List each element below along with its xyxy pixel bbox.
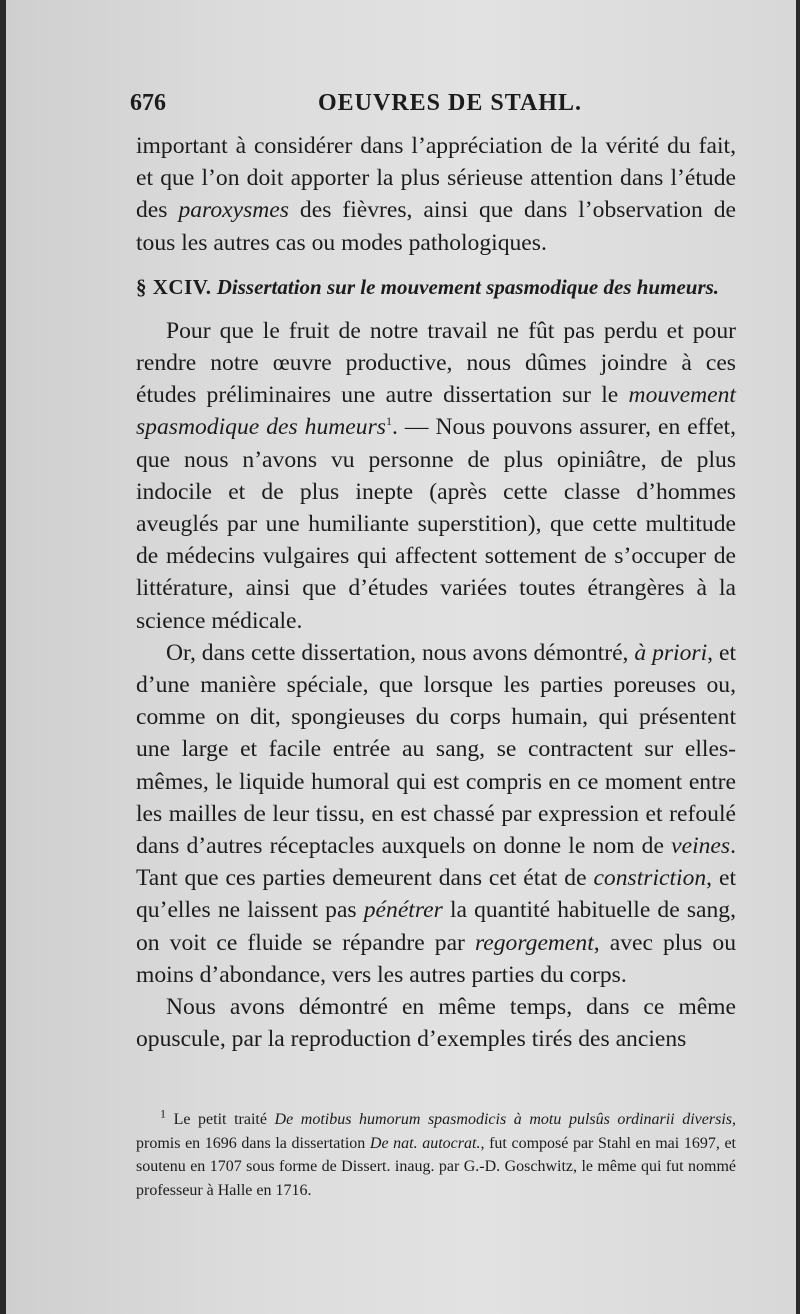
- page-header: [130, 90, 742, 120]
- footnote-1: [136, 1108, 736, 1202]
- text-run: , et qu’elles ne laissent pas: [136, 865, 737, 924]
- italic-run: paroxysmes: [178, 197, 289, 224]
- book-page: [6, 0, 796, 1314]
- main-text: [136, 130, 736, 1055]
- text-run: , fut composé par Stahl en mai 1697, et soutenu en 1707 sous forme de Dissert. inaug. par G.-D. Goschwitz, le même qui fut nommé professeur à Halle en 1716.: [136, 1134, 736, 1199]
- italic-run: mouvement spasmodique des humeurs: [136, 382, 736, 441]
- text-run: des fièvres, ainsi que dans l’observation de tous les autres cas ou modes pathologiques.: [136, 197, 736, 256]
- italic-run: De motibus humorum spasmodicis à motu pulsûs ordinarii diversis: [274, 1111, 732, 1128]
- text-run: important à considérer dans l’appréciation de la vérité du fait, et que l’on doit apporter la plus sérieuse attention dans l’étude des: [136, 133, 736, 224]
- footnote-marker: 1: [160, 1106, 166, 1121]
- text-run: Nous avons démontré en même temps, dans ce même opuscule, par la reproduction d’exemples tirés des anciens: [136, 994, 736, 1053]
- footnote-marker: 1: [385, 414, 392, 429]
- page-number: 676: [130, 90, 166, 116]
- paragraph-2: [136, 315, 736, 637]
- footnotes: [136, 1108, 736, 1202]
- text-run: Or, dans cette dissertation, nous avons démontré,: [166, 639, 635, 666]
- text-run: , et d’une manière spéciale, que lorsque les parties poreuses ou, comme on dit, spongieuses du corps humain, qui présentent une large et facile entrée au sang, se contractent sur elles-mêmes, le liquide humoral qui est compris en ce moment entre les mailles de leur tissu, en est chassé par expression et refoulé dans d’autres réceptacles auxquels on donne le nom de: [136, 639, 737, 860]
- text-run: Pour que le fruit de notre travail ne fût pas perdu et pour rendre notre œuvre productive, nous dûmes joindre à ces études préliminaires une autre dissertation sur le: [136, 317, 736, 409]
- section-number: § XCIV.: [136, 274, 212, 299]
- text-run: , avec plus ou moins d’abondance, vers les autres parties du corps.: [136, 929, 736, 988]
- italic-run: veines: [671, 833, 731, 860]
- paragraph-3: [136, 637, 736, 991]
- text-run: . Tant que ces parties demeurent dans cet état de: [136, 833, 736, 892]
- text-run: la quantité habituelle de sang, on voit ce fluide se répandre par: [136, 897, 736, 956]
- italic-run: pénétrer: [363, 897, 443, 924]
- running-title: OEUVRES DE STAHL.: [318, 90, 582, 116]
- text-run: . — Nous pouvons assurer, en effet, que nous n’avons vu personne de plus opiniâtre, de plus indocile et de plus inepte (après cette classe d’hommes aveuglés par une humiliante superstition), que cette multitude de médecins vulgaires qui affectent sottement de s’occuper de littérature, ainsi que d’études variées toutes étrangères à la science médicale.: [136, 414, 736, 634]
- text-run: , promis en 1696 dans la dissertation: [136, 1111, 736, 1152]
- paragraph-4: [136, 991, 736, 1055]
- italic-run: à priori: [634, 639, 708, 666]
- section-title: Dissertation sur le mouvement spasmodique des humeurs.: [216, 274, 720, 299]
- paragraph-1: [136, 130, 736, 259]
- italic-run: regorgement: [474, 929, 594, 956]
- section-heading: [136, 271, 736, 303]
- italic-run: De nat. autocrat.: [369, 1134, 481, 1152]
- text-run: Le petit traité: [166, 1111, 275, 1128]
- italic-run: constriction: [593, 865, 707, 892]
